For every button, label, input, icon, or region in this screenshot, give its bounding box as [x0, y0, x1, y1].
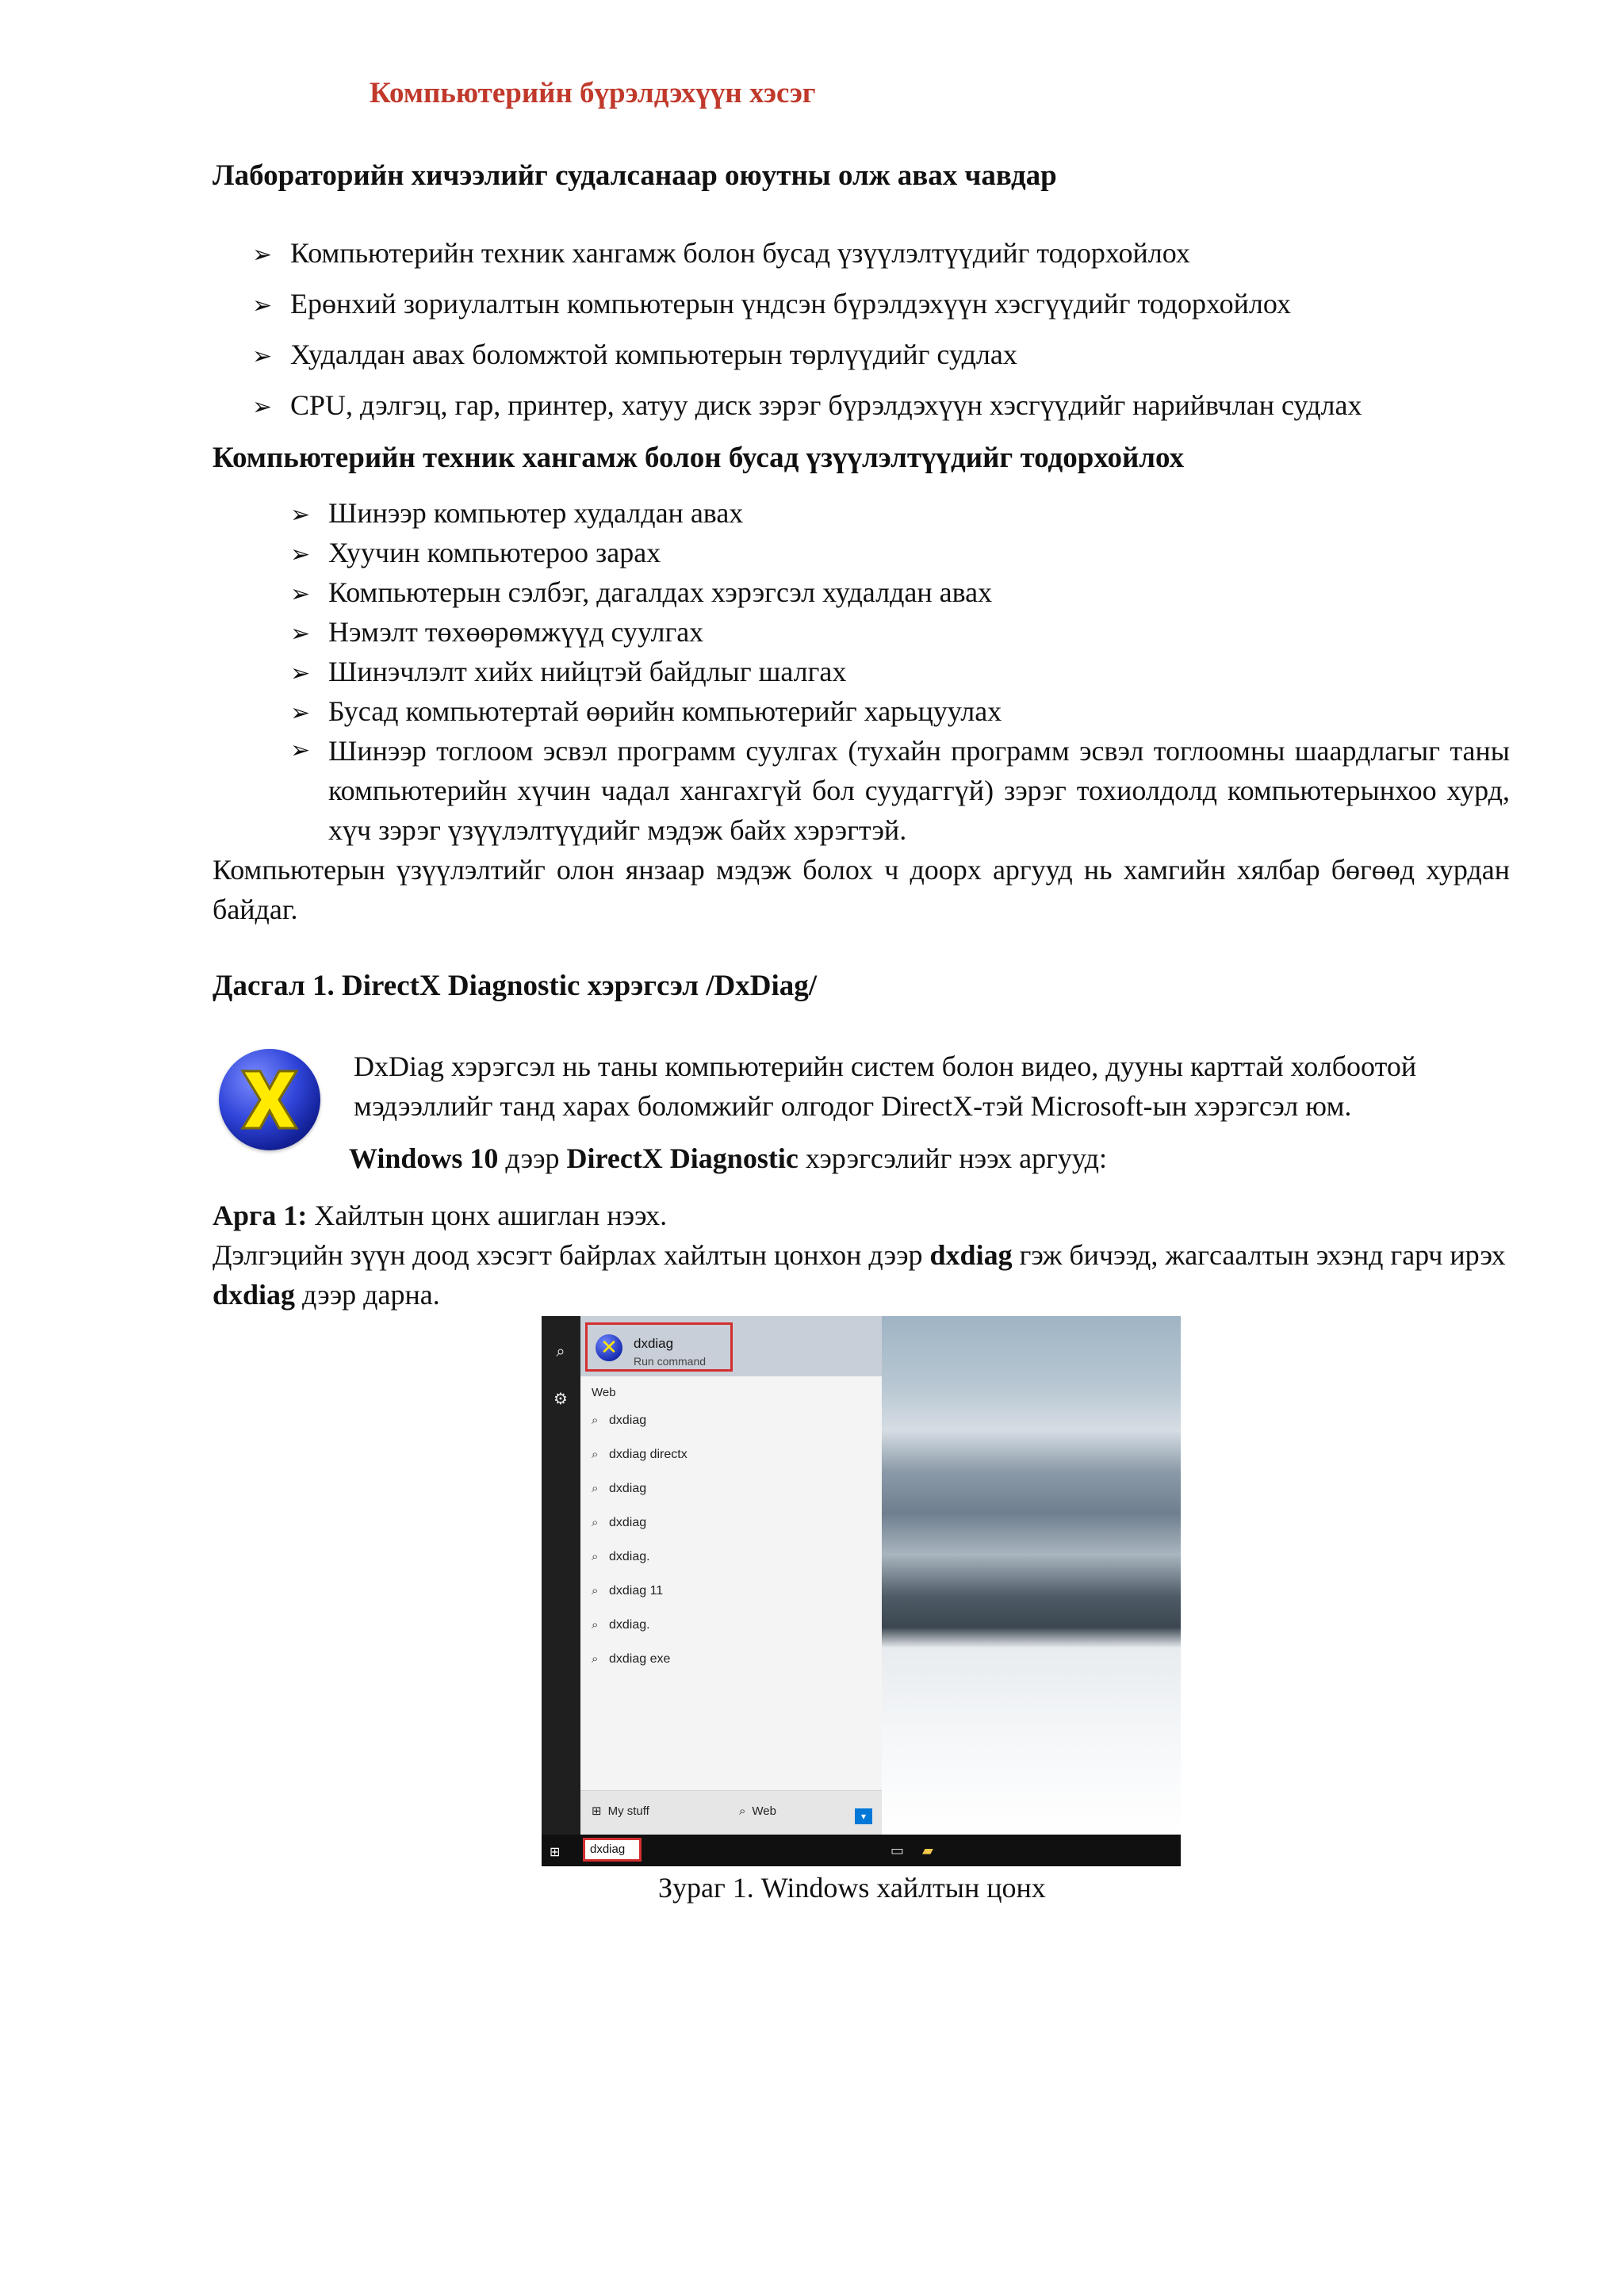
windows-10-label: Windows 10	[349, 1142, 499, 1174]
tab-web[interactable]	[739, 1804, 776, 1818]
search-icon[interactable]: ⌕	[556, 1341, 565, 1360]
search-icon: ⌕	[592, 1651, 599, 1666]
document-title: Компьютерийн бүрэлдэхүүн хэсэг	[370, 77, 816, 109]
highlight-box	[585, 1322, 733, 1372]
objective-item	[252, 335, 1017, 377]
suggestion-item[interactable]	[592, 1515, 646, 1530]
windows-search-screenshot	[542, 1316, 1181, 1866]
tab-my-stuff-label: My stuff	[607, 1804, 649, 1818]
arrow-bullet-icon: ➢	[290, 501, 311, 529]
directx-diagnostic-label: DirectX Diagnostic	[566, 1142, 799, 1174]
win10-methods-line	[349, 1138, 1107, 1178]
search-icon: ⌕	[739, 1804, 746, 1818]
win10-text: дээр	[498, 1142, 567, 1174]
directx-logo-icon	[219, 1049, 320, 1150]
objectives-heading: Лабораторийн хичээлийг судалсанаар оюутны олж авах чавдар	[213, 159, 1057, 192]
method1-text: Хайлтын цонх ашиглан нээх.	[307, 1200, 668, 1231]
top-result[interactable]	[580, 1316, 882, 1376]
reason-item	[290, 612, 703, 654]
search-icon: ⌕	[592, 1583, 599, 1598]
arrow-bullet-icon: ➢	[252, 342, 273, 370]
suggestion-item[interactable]	[592, 1583, 663, 1598]
win10-text-end: хэрэгсэлийг нээх аргууд:	[798, 1142, 1107, 1174]
windows-icon: ⊞	[592, 1804, 602, 1818]
start-sidebar	[542, 1316, 580, 1866]
reason-item	[290, 731, 1510, 850]
reason-item	[290, 493, 743, 535]
feedback-icon[interactable]: ▾	[855, 1808, 872, 1824]
top-result-subtitle: Run command	[634, 1355, 707, 1368]
method1-line	[213, 1196, 667, 1235]
search-scope-tabs	[580, 1790, 882, 1835]
suggestion-item[interactable]	[592, 1413, 646, 1428]
method1-desc-text: гэж бичээд, жагсаалтын эхэнд гарч ирэх	[1012, 1239, 1506, 1271]
desktop-wallpaper	[882, 1316, 1181, 1835]
tab-my-stuff[interactable]	[592, 1804, 649, 1818]
suggestion-item[interactable]	[592, 1481, 646, 1496]
hardware-heading: Компьютерийн техник хангамж болон бусад үзүүлэлтүүдийг тодорхойлох	[213, 442, 1185, 474]
suggestion-text: dxdiag exe	[609, 1652, 671, 1666]
suggestion-text: dxdiag	[609, 1516, 647, 1529]
objective-item	[252, 385, 1362, 427]
arrow-bullet-icon: ➢	[252, 241, 273, 269]
file-explorer-icon[interactable]: ▰	[922, 1843, 933, 1859]
dxdiag-keyword: dxdiag	[929, 1239, 1013, 1271]
reason-item	[290, 691, 1002, 733]
reason-text: Компьютерын сэлбэг, дагалдах хэрэгсэл худалдан авах	[328, 576, 993, 608]
top-result-title: dxdiag	[634, 1336, 674, 1351]
task-view-icon[interactable]: ▭	[891, 1843, 905, 1859]
arrow-bullet-icon: ➢	[290, 660, 311, 687]
arrow-bullet-icon: ➢	[290, 699, 311, 727]
search-icon: ⌕	[592, 1413, 599, 1427]
method1-desc-text: дээр дарна.	[295, 1279, 440, 1311]
taskbar-search-input[interactable]: dxdiag	[583, 1838, 642, 1862]
method1-desc-text: Дэлгэцийн зүүн доод хэсэгт байрлах хайлтын цонхон дээр	[213, 1239, 930, 1271]
figure-caption: Зураг 1. Windows хайлтын цонх	[658, 1872, 1046, 1904]
web-section-label: Web	[592, 1386, 616, 1399]
tab-web-label: Web	[752, 1804, 776, 1818]
reason-item	[290, 533, 661, 575]
objective-text: Компьютерийн техник хангамж болон бусад үзүүлэлтүүдийг тодорхойлох	[290, 237, 1190, 269]
taskbar	[542, 1835, 1181, 1866]
suggestion-item[interactable]	[592, 1447, 688, 1462]
suggestion-item[interactable]	[592, 1651, 670, 1667]
search-icon: ⌕	[592, 1515, 599, 1529]
search-results-panel	[580, 1316, 882, 1866]
arrow-bullet-icon: ➢	[252, 393, 273, 421]
reason-text: Шинээр тоглоом эсвэл программ суулгах (тухайн программ эсвэл тоглоомны шаардлагыг таны компьютерийн хүчин чадал хангахгүй бол суудаггүй) зэрэг тохиолдолд компьютерынхоо хурд, хүч зэрэг үзүүлэлтүүдийг мэдэж байх хэрэгтэй.	[328, 735, 1510, 846]
method1-description	[213, 1235, 1510, 1314]
reason-item	[290, 652, 846, 694]
directx-icon	[596, 1334, 622, 1361]
objective-item	[252, 284, 1291, 326]
arrow-bullet-icon: ➢	[290, 620, 311, 648]
intro-paragraph: Компьютерын үзүүлэлтийг олон янзаар мэдэж болох ч доорх аргууд нь хамгийн хялбар бөгөөд хурдан байдаг.	[213, 854, 1510, 925]
suggestion-item[interactable]	[592, 1617, 650, 1632]
suggestion-text: dxdiag 11	[609, 1584, 664, 1598]
arrow-bullet-icon: ➢	[252, 292, 273, 320]
search-icon: ⌕	[592, 1447, 599, 1461]
search-icon: ⌕	[592, 1617, 599, 1632]
reason-text: Шинэчлэлт хийх нийцтэй байдлыг шалгах	[328, 656, 847, 687]
objective-text: Ерөнхий зориулалтын компьютерын үндсэн бүрэлдэхүүн хэсгүүдийг тодорхойлох	[290, 288, 1291, 320]
suggestion-text: dxdiag.	[609, 1618, 650, 1632]
start-button-icon[interactable]: ⊞	[550, 1844, 561, 1859]
reason-text: Нэмэлт төхөөрөмжүүд суулгах	[328, 616, 704, 648]
suggestion-text: dxdiag	[609, 1414, 647, 1427]
objective-text: Худалдан авах боломжтой компьютерын төрлүүдийг судлах	[290, 339, 1017, 370]
suggestion-text: dxdiag directx	[609, 1448, 688, 1461]
gear-icon[interactable]: ⚙	[553, 1389, 568, 1408]
suggestion-text: dxdiag	[609, 1482, 647, 1495]
reason-text: Бусад компьютертай өөрийн компьютерийг харьцуулах	[328, 695, 1002, 727]
objective-text: CPU, дэлгэц, гар, принтер, хатуу диск зэрэг бүрэлдэхүүн хэсгүүдийг нарийвчлан судлах	[290, 389, 1362, 421]
dxdiag-keyword: dxdiag	[213, 1279, 296, 1311]
suggestion-item[interactable]	[592, 1549, 650, 1564]
suggestion-text: dxdiag.	[609, 1550, 650, 1563]
reason-text: Шинээр компьютер худалдан авах	[328, 497, 744, 529]
arrow-bullet-icon: ➢	[290, 580, 311, 608]
arrow-bullet-icon: ➢	[290, 541, 311, 568]
objective-item	[252, 233, 1190, 275]
reason-item	[290, 572, 992, 614]
reason-text: Хуучин компьютероо зарах	[328, 537, 661, 568]
dxdiag-description: DxDiag хэрэгсэл нь таны компьютерийн систем болон видео, дууны карттай холбоотой мэдээллийг танд харах боломжийг олгодог DirectX-тэй Microsoft-ын хэрэгсэл юм.	[354, 1050, 1417, 1122]
arrow-bullet-icon: ➢	[290, 737, 311, 764]
search-icon: ⌕	[592, 1549, 599, 1563]
search-icon: ⌕	[592, 1481, 599, 1495]
exercise-heading: Дасгал 1. DirectX Diagnostic хэрэгсэл /DxDiag/	[213, 970, 818, 1002]
method1-label: Арга 1:	[213, 1200, 308, 1231]
